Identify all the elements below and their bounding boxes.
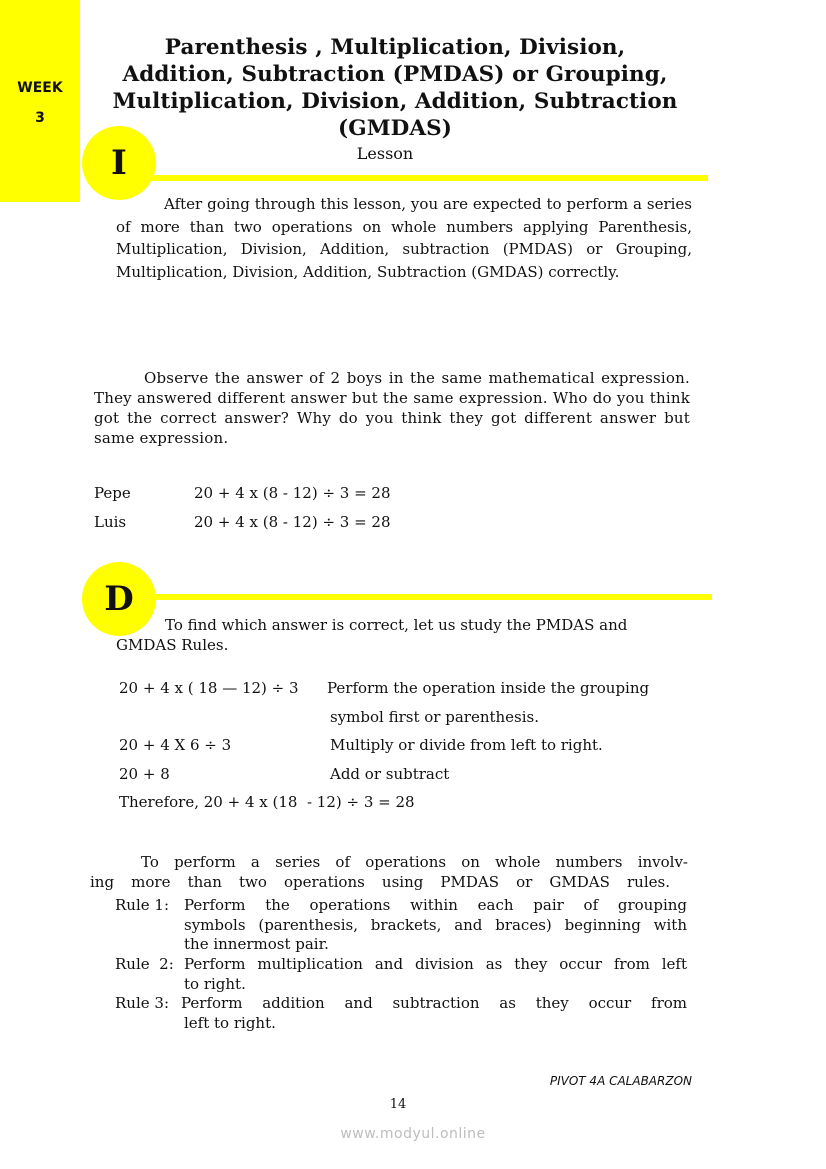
title-line-3: Multiplication, Division, Addition, Subtraction [112,89,678,114]
section-d-intro-line-1: To find which answer is correct, let us study the PMDAS and [165,616,628,634]
page-title [86,34,704,142]
section-d-badge: D [82,562,156,636]
therefore-statement: Therefore, 20 + 4 x (18 - 12) ÷ 3 = 28 [119,793,415,811]
rule-text-line: Perform multiplication and division as they occur from left [184,955,687,973]
rule-label: Rule 3: [115,994,169,1012]
lesson-intro: After going through this lesson, you are expected to perform a series of more than two operations on whole numbers applying Parenthesis, Multiplication, Division, Addition, subtraction (PMDAS) or Grouping, Multiplication, Division, Addition, Subtraction (GMDAS) correctly. [116,195,692,281]
rule-text-line: symbols (parenthesis, brackets, and braces) beginning with [184,916,687,934]
footer-credit: PIVOT 4A CALABARZON [549,1074,692,1088]
rules-intro-line-2: ing more than two operations using PMDAS or GMDAS rules. [90,873,670,891]
section-i-divider [140,175,708,181]
step-description: symbol first or parenthesis. [330,708,540,726]
section-d-divider [140,594,712,600]
answer-row-name: Pepe [94,484,131,502]
step-description: Perform the operation inside the grouping [327,679,650,697]
lesson-label: Lesson [356,144,414,163]
title-line-1: Parenthesis , Multiplication, Division, [164,35,626,60]
rule-text-line: Perform the operations within each pair of grouping [184,896,687,914]
rule-label: Rule 1: [115,896,169,914]
step-expression: 20 + 4 x ( 18 — 12) ÷ 3 [119,679,299,697]
step-description: Add or subtract [330,765,450,783]
step-expression: 20 + 4 X 6 ÷ 3 [119,736,232,754]
watermark: www.modyul.online [340,1126,486,1142]
answer-row-name: Luis [94,513,127,531]
page-number: 14 [389,1097,407,1112]
title-line-2: Addition, Subtraction (PMDAS) or Grouping, [122,62,668,87]
answer-row-expression: 20 + 4 x (8 - 12) ÷ 3 = 28 [194,484,391,502]
rule-text-line: Perform addition and subtraction as they occur from [181,994,687,1012]
rule-text-line: the innermost pair. [184,935,329,953]
week-label: WEEK [17,80,63,96]
step-description: Multiply or divide from left to right. [330,736,603,754]
week-number: 3 [35,110,45,126]
section-d-intro-line-2: GMDAS Rules. [116,636,229,654]
rules-intro-line-1: To perform a series of operations on whole numbers involv- [141,853,688,871]
rule-label: Rule 2: [115,955,174,973]
observe-paragraph: Observe the answer of 2 boys in the same mathematical expression. They answered different answer but the same expression. Who do you think got the correct answer? Why do you think they got different answer but same expression. [94,369,690,447]
rule-text-line: left to right. [184,1014,276,1032]
step-expression: 20 + 8 [119,765,170,783]
week-badge [0,0,80,202]
title-line-4: (GMDAS) [337,116,453,141]
section-i-badge: I [82,126,156,200]
rule-text-line: to right. [184,975,246,993]
answer-row-expression: 20 + 4 x (8 - 12) ÷ 3 = 28 [194,513,391,531]
